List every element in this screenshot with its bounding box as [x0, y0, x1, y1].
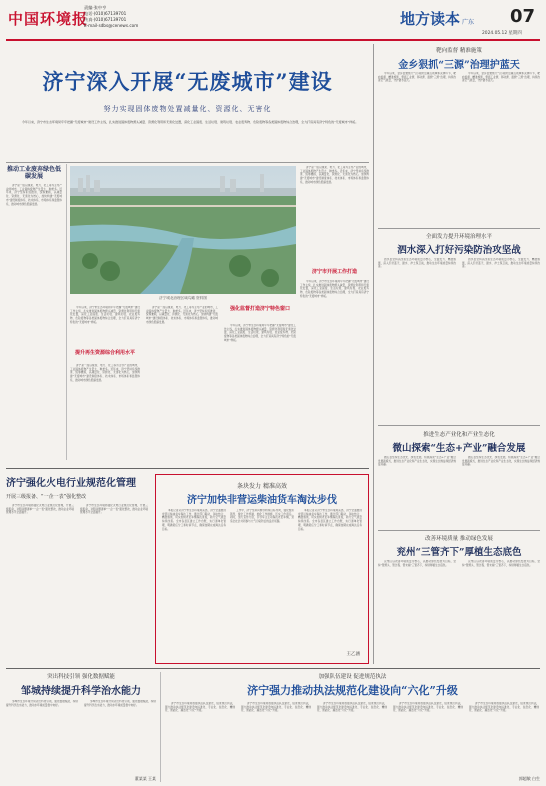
- story-thermal-power: [6, 474, 148, 664]
- masthead: [0, 0, 546, 40]
- story-kicker: 靶向监督 精准施策: [436, 48, 482, 54]
- section-divider: [6, 468, 369, 469]
- boxed-body: 本报记者从济宁市生态环境局获悉，济宁全面推进非营运柴油货车淘汰工作，通过部门联动、条块结合、精准施策，切实加快老旧车辆淘汰进度，助力空气质量持续改善。全市各县区建立工作台账，实行清单化管理，明确责任分工和时间节点，确保按期完成淘汰任务目标。: [298, 509, 362, 531]
- lead-col3b: 今年以来，济宁市生态环境局牢牢把握“无废城市”建设工作主线，扎实推进固体废物源头减量、资源化利用和无害化处置，深化工业固废、生活垃圾、建筑垃圾、农业废弃物、危险废物等各类固体废物综合治理，全力打造具有济宁特色的“无废城市”样板。: [224, 324, 296, 342]
- story-byline: 董某某 王某: [134, 776, 156, 781]
- story-body: 今年以来，金乡县聚焦大气污染防治重点领域和关键环节，靶向监督、精准施策，狠抓工业源、移动源、面源“三源”治理，持续改善空气质量，守护碧水蓝天。: [378, 72, 456, 83]
- photo-caption: 济宁城北治理区域鸟瞰 资料图: [159, 296, 207, 300]
- story-body: 济宁市生态环境局加强执法队伍建设，促进规范执法，强力推动执法规范化建设向标准化、专业化、信息化、精细化、智能化、廉洁化“六化”升级。: [393, 702, 463, 713]
- story-body: 微山县坚持生态优先、绿色发展，积极探索“生态+产业”融合发展新模式，推进生态产业化和产业生态化，实现生态效益和经济效益双赢。: [378, 456, 456, 467]
- story-kicker: 改善环境质量 推动绿色发展: [425, 536, 493, 542]
- story-byline: 郭超敏 白生: [518, 776, 540, 781]
- newspaper-logo: 中国环境报: [8, 10, 89, 28]
- section-divider: [6, 668, 540, 669]
- lead-story: [6, 44, 369, 464]
- lead-col4: 济宁是一座以煤炭、电力、化工等为主导产业的城市，工业固体废物产生量大、种类多。近年来，济宁坚持系统推进、统筹兼顾，以减量化、资源化、无害化为核心，加快构建“无废城市”建设制度体系、技术体系、市场体系和监管体系，推动城市绿色低碳发展。: [300, 166, 369, 184]
- story-kicker: 加强队伍建设 促进规范执法: [318, 674, 387, 680]
- story-divider: [378, 425, 540, 426]
- story-title: 济宁强化火电行业规范化管理: [6, 478, 136, 489]
- section-name: [400, 8, 474, 29]
- lead-subtitle: 努力实现固体废物处置减量化、资源化、无害化: [103, 105, 272, 113]
- lead-col4b: 今年以来，济宁市生态环境局牢牢把握“无废城市”建设工作主线，扎实推进固体废物源头减量、资源化利用和无害化处置，深化工业固废、生活垃圾、建筑垃圾、农业废弃物、危险废物等各类固体废物综合治理，全力打造具有济宁特色的“无废城市”样板。: [300, 280, 369, 298]
- section-title: 地方读本: [400, 10, 461, 28]
- boxed-byline: 王乙涵: [346, 652, 360, 657]
- story-divider: [378, 228, 540, 229]
- section-region: 广东: [462, 19, 475, 26]
- boxed-story: [155, 474, 369, 664]
- story-zoucheng: [6, 672, 156, 784]
- story-title: 兖州“三管齐下”厚植生态底色: [396, 547, 522, 558]
- edition-line: 电话·(010)67139701: [84, 11, 127, 16]
- story-body: 今年以来，金乡县聚焦大气污染防治重点领域和关键环节，靶向监督、精准施策，狠抓工业源、移动源、面源“三源”治理，持续改善空气质量，守护碧水蓝天。: [462, 72, 540, 83]
- masthead-rule: [6, 39, 540, 41]
- story-kicker: 突出科技引领 强化数据赋能: [47, 674, 115, 680]
- story-title: 邹城持续提升科学治水能力: [21, 686, 141, 697]
- story-body: 兖州区以改善环境质量为核心，以推动绿色发展为目标，坚持“管源头、管过程、管末端”三管齐下，持续厚植生态底色。: [378, 560, 456, 567]
- lead-col2b: 济宁是一座以煤炭、电力、化工等为主导产业的城市，工业固体废物产生量大、种类多。近年来，济宁坚持系统推进、统筹兼顾，以减量化、资源化、无害化为核心，加快构建“无废城市”建设制度体系、技术体系、市场体系和监管体系，推动城市绿色低碳发展。: [70, 364, 140, 382]
- story-body: 泗水县坚持以改善生态环境质量为核心，全面发力、精准施策，深入打好蓝天、碧水、净土保卫战，推动生态环境质量持续改善。: [378, 258, 456, 269]
- lead-divider: [6, 162, 369, 163]
- river-aerial-photo: [70, 166, 296, 294]
- boxed-kicker: 条块发力 精准高效: [237, 483, 287, 490]
- col-divider: [160, 672, 161, 782]
- lead-intro: 今年以来，济宁市生态环境局牢牢把握“无废城市”建设工作主线，扎实推进固体废物源头减量、资源化利用和无害化处置，深化工业固废、生活垃圾、建筑垃圾、农业废弃物、危险废物等各类固体废物综合治理，全力打造具有济宁特色的“无废城市”样板。: [22, 120, 359, 124]
- lead-mid-heading: 强化监督打造济宁特色窗口: [229, 306, 290, 312]
- story-kicker: 推进生态产业化和产业生态化: [423, 432, 495, 438]
- story-body: 济宁市生态环境局加强执法队伍建设，促进规范执法，强力推动执法规范化建设向标准化、专业化、信息化、精细化、智能化、廉洁化“六化”升级。: [241, 702, 311, 713]
- boxed-title: 济宁加快非营运柴油货车淘汰步伐: [187, 495, 337, 506]
- story-divider: [378, 530, 540, 531]
- lead-col3: 济宁是一座以煤炭、电力、化工等为主导产业的城市，工业固体废物产生量大、种类多。近年来，济宁坚持系统推进、统筹兼顾，以减量化、资源化、无害化为核心，加快构建“无废城市”建设制度体系、技术体系、市场体系和监管体系，推动城市绿色低碳发展。: [146, 306, 218, 324]
- lead-title: 济宁深入开展“无废城市”建设: [42, 69, 333, 94]
- story-body: 邹城市生态环境分局突出科技引领，强化数据赋能，持续提升科学治水能力，推动水环境质量稳中向好。: [84, 700, 156, 707]
- story-sishui: [378, 232, 540, 422]
- story-title: 济宁强力推动执法规范化建设向“六化”升级: [247, 684, 458, 697]
- story-body: 济宁市生态环境局强化火电行业规范化管理，开展三级报备，对照问题清单“一企一表”强化整改，推动企业环境管理水平全面提升。: [80, 504, 148, 515]
- edition-line: 责编·张中亨: [84, 5, 107, 10]
- edition-line: 传真·(010)67139701: [84, 17, 127, 22]
- story-title: 微山探索“生态+产业”融合发展: [392, 443, 526, 454]
- story-body: 泗水县坚持以改善生态环境质量为核心，全面发力、精准施策，深入打好蓝天、碧水、净土保卫战，推动生态环境质量持续改善。: [462, 258, 540, 269]
- story-body: 济宁市生态环境局加强执法队伍建设，促进规范执法，强力推动执法规范化建设向标准化、专业化、信息化、精细化、智能化、廉洁化“六化”升级。: [317, 702, 387, 713]
- story-law-enforcement: [165, 672, 540, 784]
- lead-col2: 今年以来，济宁市生态环境局牢牢把握“无废城市”建设工作主线，扎实推进固体废物源头减量、资源化利用和无害化处置，深化工业固废、生活垃圾、建筑垃圾、农业废弃物、危险废物等各类固体废物综合治理，全力打造具有济宁特色的“无废城市”样板。: [70, 306, 140, 324]
- page-number: 07: [510, 6, 536, 27]
- story-body: 济宁市生态环境局加强执法队伍建设，促进规范执法，强力推动执法规范化建设向标准化、专业化、信息化、精细化、智能化、廉洁化“六化”升级。: [165, 702, 235, 713]
- story-body: 兖州区以改善环境质量为核心，以推动绿色发展为目标，坚持“管源头、管过程、管末端”三管齐下，持续厚植生态底色。: [462, 560, 540, 567]
- edition-line: E-mail·sdbs@cenews.com: [84, 23, 139, 28]
- story-subtitle: 开展三级报备、“一企一表”强化整改: [6, 494, 87, 500]
- boxed-body: 工作中，济宁坚持问题导向和目标导向，强化组织领导，健全工作机制，细化工作措施，压实工作责任。同时，加大宣传力度，引导车主主动淘汰老旧车辆，营造全社会共同参与大气污染防治的良好氛围。: [230, 509, 294, 524]
- story-weishan: [378, 430, 540, 528]
- story-body: 济宁市生态环境局加强执法队伍建设，促进规范执法，强力推动执法规范化建设向标准化、专业化、信息化、精细化、智能化、廉洁化“六化”升级。: [469, 702, 539, 713]
- boxed-body: 本报记者从济宁市生态环境局获悉，济宁全面推进非营运柴油货车淘汰工作，通过部门联动、条块结合、精准施策，切实加快老旧车辆淘汰进度，助力空气质量持续改善。全市各县区建立工作台账，实行清单化管理，明确责任分工和时间节点，确保按期完成淘汰任务目标。: [162, 509, 226, 531]
- lead-sidebar-heading: 推动工业废弃绿色低碳发展: [6, 166, 61, 180]
- story-body: 微山县坚持生态优先、绿色发展，积极探索“生态+产业”融合发展新模式，推进生态产业化和产业生态化，实现生态效益和经济效益双赢。: [462, 456, 540, 467]
- issue-date: 2024.05.12 星期四: [482, 31, 522, 36]
- edition-info: [84, 5, 204, 29]
- lead-bottom-heading: 提升再生资源综合利用水平: [74, 350, 135, 356]
- story-yanzhou: [378, 534, 540, 662]
- story-title: 金乡狠抓“三源”治理护蓝天: [398, 60, 520, 71]
- story-title: 泗水深入打好污染防治攻坚战: [397, 245, 521, 256]
- page-vertical-divider: [373, 44, 374, 664]
- story-jinxiang: [378, 46, 540, 224]
- story-kicker: 全面发力提升环境治理水平: [425, 234, 492, 240]
- story-body: 济宁市生态环境局强化火电行业规范化管理，开展三级报备，对照问题清单“一企一表”强化整改，推动企业环境管理水平全面提升。: [6, 504, 74, 515]
- lead-right-heading: 济宁市开展工作打造: [311, 269, 357, 275]
- story-body: 邹城市生态环境分局突出科技引领，强化数据赋能，持续提升科学治水能力，推动水环境质量稳中向好。: [6, 700, 78, 707]
- lead-photo: [70, 166, 296, 294]
- col-divider: [66, 164, 67, 460]
- lead-col1: 济宁是一座以煤炭、电力、化工等为主导产业的城市，工业固体废物产生量大、种类多。近年来，济宁坚持系统推进、统筹兼顾，以减量化、资源化、无害化为核心，加快构建“无废城市”建设制度体系、技术体系、市场体系和监管体系，推动城市绿色低碳发展。: [6, 184, 62, 206]
